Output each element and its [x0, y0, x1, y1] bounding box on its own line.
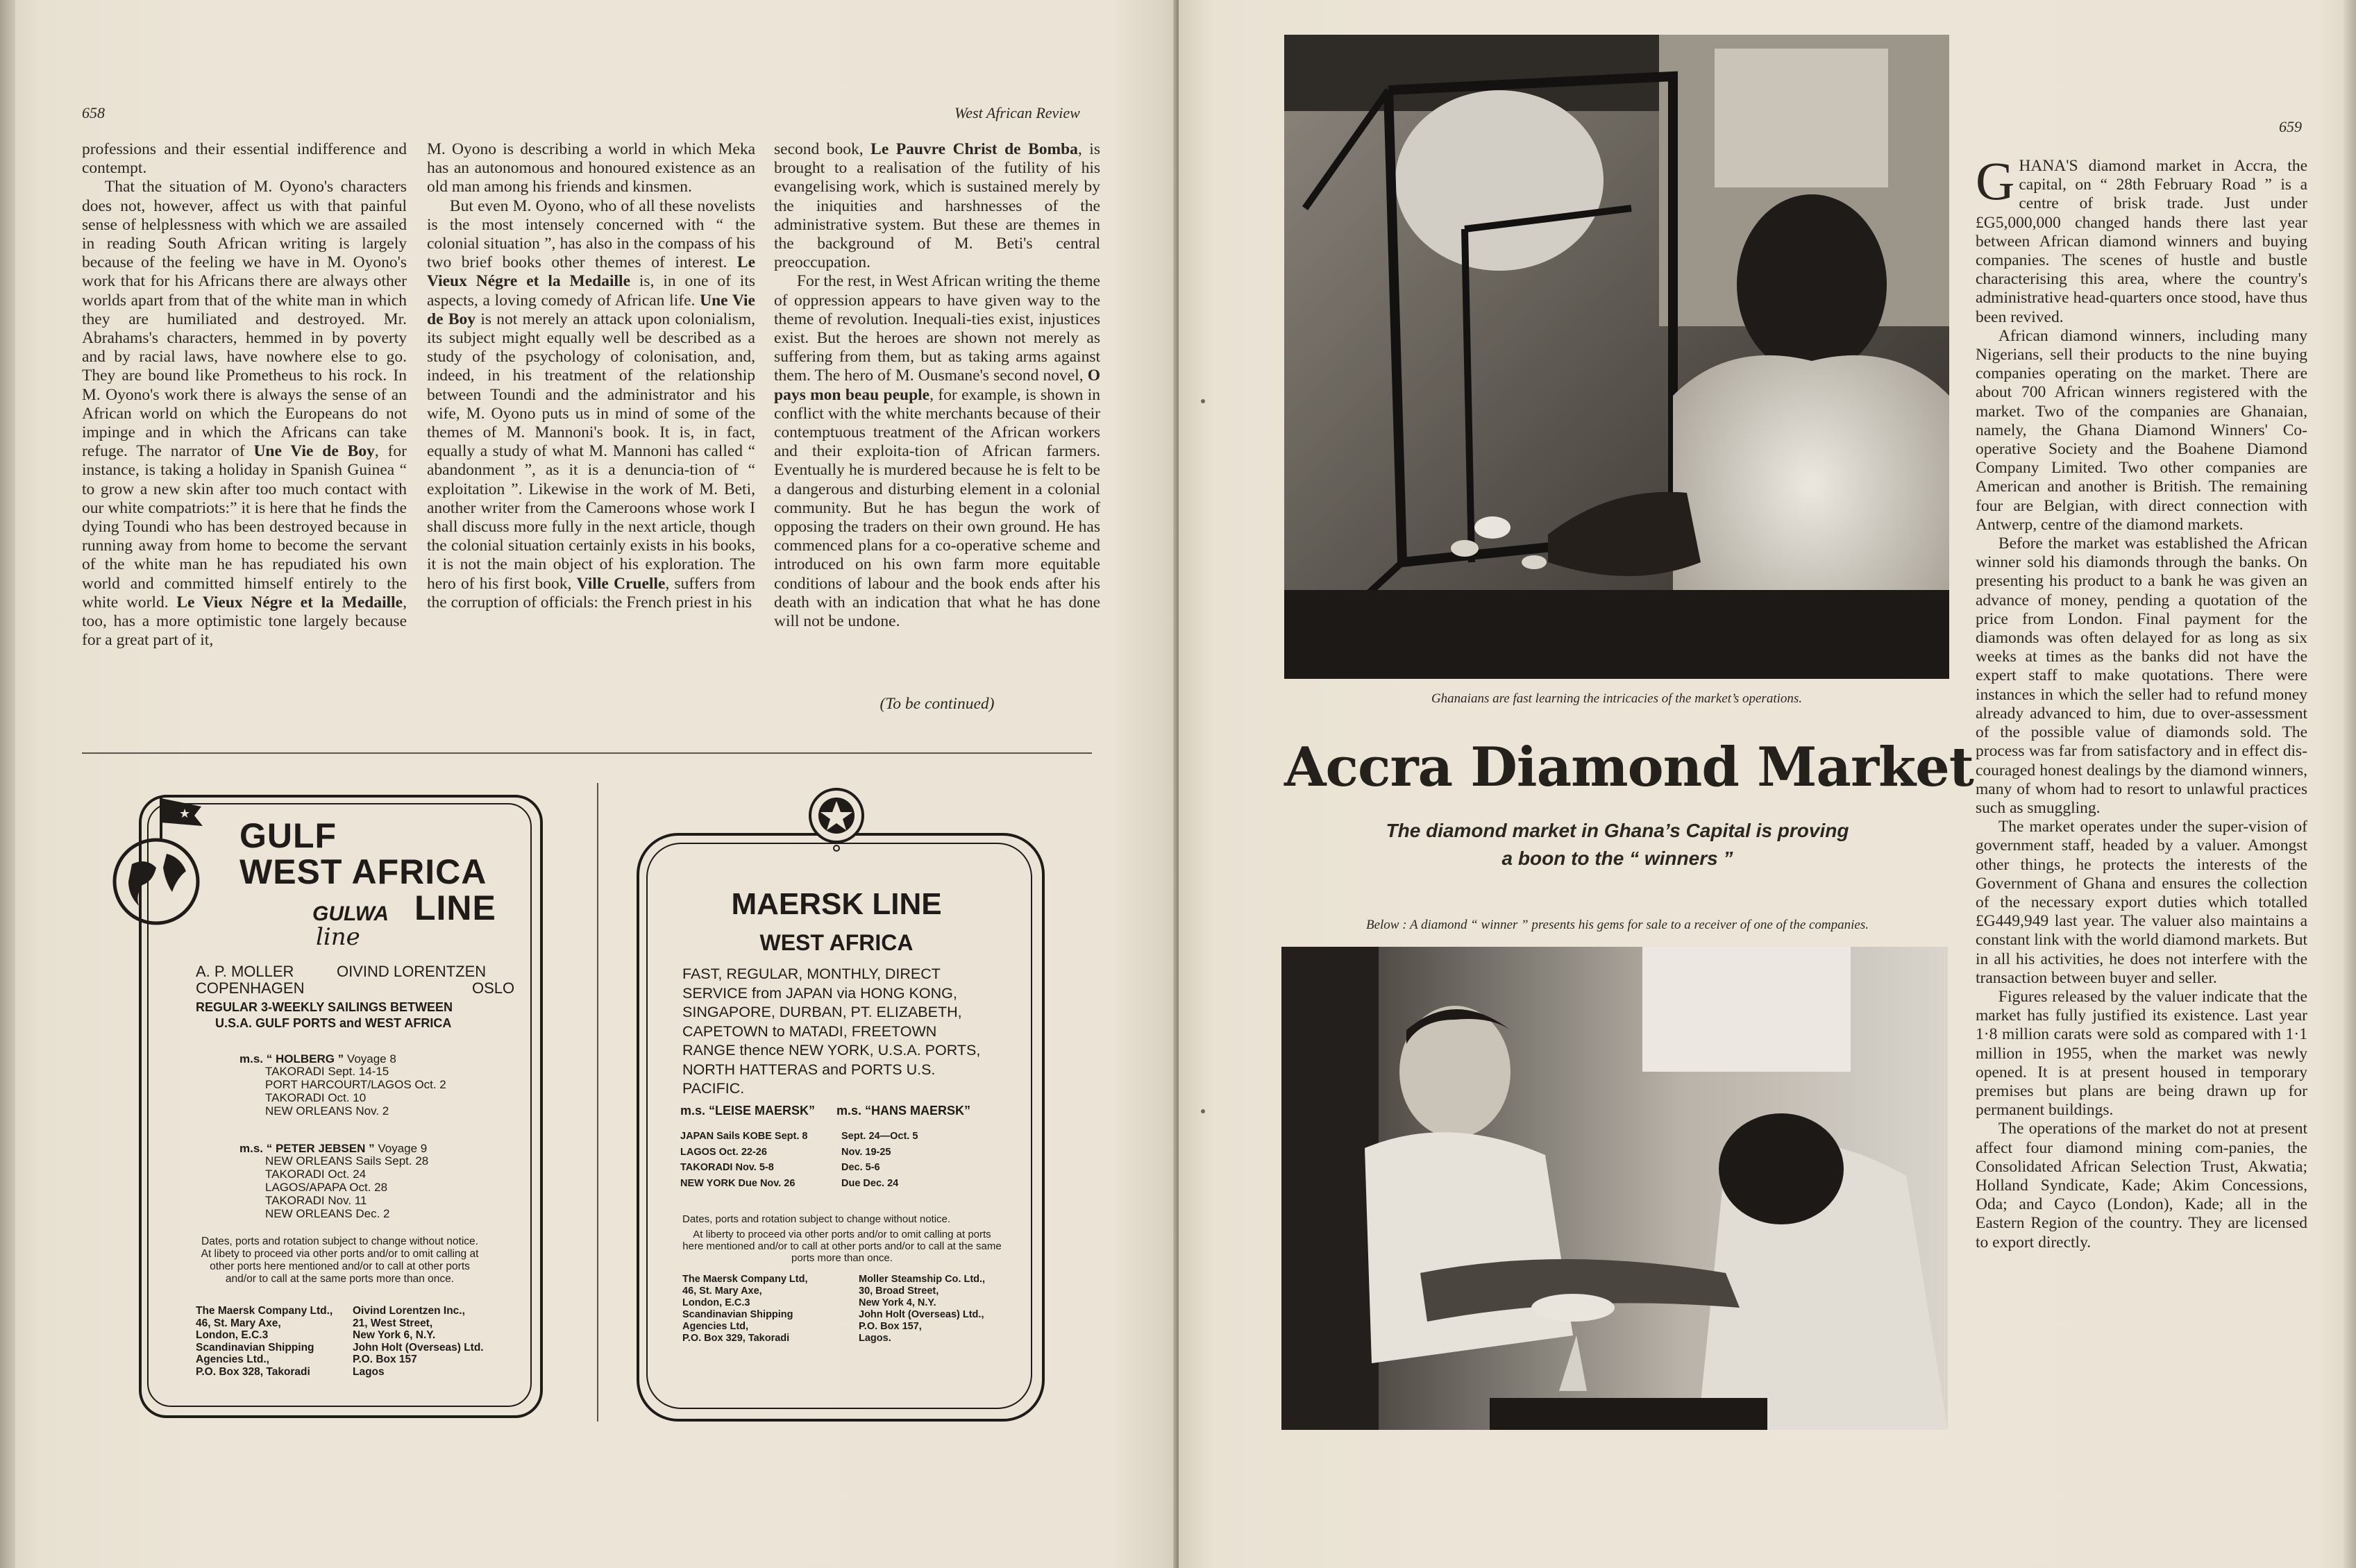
ship1-voyage: Voyage 8 — [346, 1052, 396, 1065]
photo-bottom-diamond-sale — [1281, 947, 1948, 1430]
photo-top-illustration — [1284, 35, 1949, 679]
photo-bottom-caption: Below : A diamond “ winner ” presents his gems for sale to a receiver of one of the companies. — [1365, 918, 1869, 932]
service-line: CAPETOWN to MATADI, FREETOWN — [682, 1022, 937, 1040]
address-line: John Holt (Overseas) Ltd. — [353, 1341, 484, 1354]
svg-text:★: ★ — [179, 807, 191, 820]
service-line: FAST, REGULAR, MONTHLY, DIRECT — [682, 966, 941, 982]
ship2-voyage: Voyage 9 — [378, 1142, 428, 1155]
service-line1: REGULAR 3-WEEKLY SAILINGS BETWEEN — [196, 1000, 453, 1014]
article-paragraph-4: The market operates under the super-vision of government staff, headed by a valuer. Amongst other things, he protects the interests of the Government of Ghana and ensures the collection of the necessary export duties which totalled £G449,949 last year. The valuer also maintains a constant link with the world diamond markets. But in all his activities, he does not interfere with the transaction between buyer and seller. — [1976, 818, 2307, 987]
sailing-stop: Dec. 5-6 — [841, 1162, 880, 1173]
address-line: P.O. Box 329, Takoradi — [682, 1333, 790, 1344]
right-page-edge — [2344, 0, 2356, 1568]
address-line: Lagos — [353, 1365, 385, 1378]
left-page-number: 658 — [82, 104, 105, 121]
address-line: P.O. Box 157, — [859, 1321, 922, 1332]
address-line: 46, St. Mary Axe, — [682, 1285, 762, 1297]
maersk-address-right — [859, 1274, 985, 1344]
maersk-subtitle: WEST AFRICA — [759, 930, 914, 955]
address-line: London, E.C.3 — [196, 1329, 269, 1341]
drop-cap: G — [1976, 151, 2015, 211]
agent-left: A. P. MOLLER — [196, 963, 294, 980]
sailing-stop: NEW ORLEANS Sails Sept. 28 — [265, 1154, 429, 1167]
column-1-paragraph-1: professions and their essential indifference and contempt. — [82, 140, 407, 178]
column-2-paragraph-1: M. Oyono is describing a world in which Meka has an autonomous and honoured existence as an old man among his friends and kinsmen. — [427, 140, 755, 196]
address-line: The Maersk Company Ltd, — [682, 1274, 808, 1285]
sailing-stop: JAPAN Sails KOBE Sept. 8 — [680, 1131, 808, 1142]
address-line: 30, Broad Street, — [859, 1285, 939, 1297]
address-line: London, E.C.3 — [682, 1297, 750, 1308]
binding-dot — [1201, 1109, 1205, 1113]
service-line: SERVICE from JAPAN via HONG KONG, — [682, 984, 957, 1002]
running-head: West African Review — [954, 104, 1080, 121]
sailing-stop: TAKORADI Nov. 11 — [265, 1194, 367, 1207]
article-dek-line1: The diamond market in Ghana’s Capital is proving — [1386, 820, 1849, 841]
sailing-stop: NEW ORLEANS Nov. 2 — [265, 1104, 389, 1118]
sailing-stop: LAGOS Oct. 22-26 — [680, 1146, 767, 1158]
article-dek-line2: a boon to the “ winners ” — [1501, 848, 1733, 869]
maersk-ship2-stops — [841, 1129, 918, 1191]
address-line: The Maersk Company Ltd., — [196, 1305, 333, 1317]
photo-top-diamond-office — [1284, 35, 1949, 679]
maersk-ship1: m.s. “LEISE MAERSK” — [680, 1104, 816, 1118]
address-line: Agencies Ltd, — [682, 1321, 749, 1332]
text-column-2 — [427, 140, 755, 612]
sailing-stop: PORT HARCOURT/LAGOS Oct. 2 — [265, 1078, 446, 1091]
gulf-title-line1: GULF — [239, 816, 337, 855]
column-1-paragraph-2: That the situation of M. Oyono's characters does not, however, affect us with that painful sense of helplessness with which we are assailed in reading South African writing is largely because of the feeling we have in M. Oyono's work that for his Africans there are always other worlds apart from that of the white man in which they are humiliated and destroyed. Mr. Abrahams's characters, hemmed in by poverty and by racial laws, have nowhere else to go. They are bound like Prometheus to his rock. In M. Oyono's work there is always the sense of an African world on which the Europeans do not impinge and in which the Africans can take refuge. The narrator of Une Vie de Boy, for instance, is taking a holiday in Spanish Guinea “ to grow a new skin after too much contact with our white compatriots:” it is here that he finds the dying Toundi who has been destroyed because in running away from home to become the servant of the white man he has repudiated his own world and committed himself entirely to the white world. Le Vieux Négre et la Medaille, too, has a more optimistic tone largely because for a great part of it, — [82, 178, 407, 650]
sailing-stop: LAGOS/APAPA Oct. 28 — [265, 1181, 388, 1194]
address-line: Scandinavian Shipping — [682, 1309, 793, 1320]
agent-right-city: OSLO — [472, 979, 515, 997]
address-line: 21, West Street, — [353, 1317, 433, 1329]
right-page — [1179, 0, 2356, 1568]
article-paragraph-2: African diamond winners, including many Nigerians, sell their products to the nine buying companies operating on the market. There are about 700 African winners registered with the market. Two of the companies are Ghanaian, namely, the Ghana Diamond Winners' Co-operative Society and the Boahene Diamond Company Limited. Two other companies are American and another is British. The remaining four are Belgian, with direct connection with Antwerp, centre of the diamond markets. — [1976, 326, 2307, 534]
agent-right: OIVIND LORENTZEN — [337, 963, 487, 980]
ship2-name: m.s. “ PETER JEBSEN ” — [239, 1142, 375, 1155]
sailing-stop: NEW ORLEANS Dec. 2 — [265, 1207, 390, 1220]
maersk-service-text — [682, 965, 995, 1099]
horizontal-rule — [82, 752, 1092, 754]
maersk-notice1: Dates, ports and rotation subject to change without notice. — [682, 1213, 951, 1225]
service-line: SINGAPORE, DURBAN, PT. ELIZABETH, — [682, 1004, 962, 1020]
address-line: Moller Steamship Co. Ltd., — [859, 1274, 986, 1285]
service-line: NORTH HATTERAS and PORTS U.S. PACIFIC. — [682, 1061, 936, 1097]
address-line: Scandinavian Shipping — [196, 1341, 314, 1354]
sailing-stop: TAKORADI Oct. 24 — [265, 1167, 367, 1181]
ship1-name: m.s. “ HOLBERG ” — [239, 1052, 344, 1065]
gulf-west-africa-line-ad — [104, 784, 562, 1423]
address-line: John Holt (Overseas) Ltd., — [859, 1309, 984, 1320]
to-be-continued: (To be continued) — [880, 695, 995, 713]
sailing-stop: TAKORADI Sept. 14-15 — [265, 1065, 389, 1078]
article-paragraph-5: Figures released by the valuer indicate that the market has fully justified its existence. Last year 1·8 million carats were sold as compared with 1·1 million in 1955, when the market was newly opened. It is at present housed in temporary premises but plans are being drawn up for permanent buildings. — [1976, 987, 2307, 1120]
maersk-line-ad — [635, 784, 1052, 1423]
article-paragraph-3: Before the market was established the African winner sold his diamonds through the banks. On presenting his product to a bank he was given an advance of money, pending a quotation of the price from London. Final payment for the diamonds was often delayed for as long as six weeks at times as the banks did not have the expert staff to make quotations. There were instances in which the seller had to refund money already advanced to him, due to over-assessment of the possible value of diamonds sold. The process was far from satisfactory and in effect dis-couraged honest dealings by the diamond winners, many of whom had to resort to unlawful practices such as smuggling. — [1976, 534, 2307, 817]
sailing-stop: TAKORADI Nov. 5-8 — [680, 1162, 774, 1173]
sailing-stop: Due Dec. 24 — [841, 1177, 899, 1189]
ship1-stops — [265, 1065, 446, 1118]
sailing-stop: Nov. 19-25 — [841, 1146, 891, 1158]
left-page-edge — [0, 0, 15, 1568]
gulf-notice: Dates, ports and rotation subject to change without notice. At libety to proceed via other ports and/or to omit calling at other ports here mentioned and/or to call at other ports and/or to call at the same ports more than once. — [201, 1236, 479, 1285]
address-line: 46, St. Mary Axe, — [196, 1317, 281, 1329]
right-page-number: 659 — [2279, 118, 2302, 135]
gulf-address-left — [196, 1305, 333, 1378]
agent-left-city: COPENHAGEN — [196, 979, 305, 997]
maersk-title: MAERSK LINE — [731, 887, 942, 921]
globe-flag-icon — [104, 791, 222, 930]
ship2-stops — [265, 1154, 428, 1220]
text-column-3 — [774, 140, 1100, 631]
article-headline: Accra Diamond Market — [1284, 736, 1974, 799]
address-line: New York 6, N.Y. — [353, 1329, 436, 1341]
photo-top-caption: Ghanaians are fast learning the intricacies of the market’s operations. — [1431, 691, 1803, 706]
article-body — [1976, 151, 2307, 1252]
sailing-stop: TAKORADI Oct. 10 — [265, 1091, 367, 1104]
gulf-title-line2: WEST AFRICA — [239, 852, 487, 891]
article-paragraph-1: GHANA'S diamond market in Accra, the capital, on “ 28th February Road ” is a centre of brisk trade. Just under £G5,000,000 changed hands there last year between African diamond winners and buying companies. The scenes of hustle and bustle characterising this area, where the country's administrative head-quarters once stood, have thus been revived. — [1976, 151, 2307, 326]
address-line: Agencies Ltd., — [196, 1354, 269, 1365]
text-column-1 — [82, 140, 407, 650]
maersk-address-left — [682, 1274, 807, 1344]
sailing-stop: NEW YORK Due Nov. 26 — [680, 1177, 796, 1189]
column-3-paragraph-2: For the rest, in West African writing the theme of oppression appears to have given way to the theme of revolution. Inequali-ties exist, injustices exist. But the heroes are shown not merely as suffering from them, but as taking arms against them. The hero of M. Ousmane's second novel, O pays mon beau peuple, for example, is shown in conflict with the white merchants because of their contemptuous treatment of the African workers and their exploita-tion of African farmers. Eventually he is murdered because he is felt to be a dangerous and disturbing element in a colonial community. But he has begun the work of opposing the traders on their own ground. He has commenced plans for a co-operative scheme and introduced on his own farm more equitable conditions of labour and the book ends after his death with an indication that what he has done will not be undone. — [774, 272, 1101, 631]
maersk-ship2: m.s. “HANS MAERSK” — [836, 1104, 971, 1118]
sailing-stop: Sept. 24—Oct. 5 — [841, 1131, 918, 1142]
maersk-notice2: At liberty to proceed via other ports and/or to omit calling at ports here mentioned and/or to call at other ports and/or to call at the same ports more than once. — [682, 1229, 1002, 1264]
photo-bottom-illustration — [1281, 947, 1948, 1430]
gulf-title-line3: LINE — [414, 888, 496, 927]
binding-dot — [1201, 399, 1205, 403]
gulwa-logo-word: GULWA — [312, 902, 389, 925]
maersk-ship1-stops — [680, 1129, 807, 1191]
gulf-address-right — [353, 1305, 484, 1378]
address-line: P.O. Box 157 — [353, 1354, 417, 1365]
column-3-paragraph-1: second book, Le Pauvre Christ de Bomba, is brought to a realisation of the futility of his evangelising work, which is sustained merely by the iniquities and harshnesses of the administrative system. But these are themes in the background of M. Beti's central preoccupation. — [774, 140, 1100, 272]
left-page — [0, 0, 1177, 1568]
address-line: New York 4, N.Y. — [859, 1297, 936, 1308]
address-line: P.O. Box 328, Takoradi — [196, 1365, 310, 1378]
article-paragraph-6: The operations of the market do not at present affect four diamond mining com-panies, the Consolidated African Selection Trust, Akwatia; Holland Syndicate, Kade; Akim Concessions, Oda; and Cayco (London), Kade; all in the Eastern Region of the country. They are licensed to export directly. — [1976, 1120, 2307, 1251]
service-line2: U.S.A. GULF PORTS and WEST AFRICA — [215, 1016, 452, 1030]
service-line: RANGE thence NEW YORK, U.S.A. PORTS, — [682, 1042, 981, 1059]
address-line: Oivind Lorentzen Inc., — [353, 1305, 465, 1317]
column-2-paragraph-2: But even M. Oyono, who of all these novelists is the most intensely concerned with “ the colonial situation ”, has also in the compass of his two brief books other themes of interest. Le Vieux Négre et la Medaille is, in one of its aspects, a loving comedy of African life. Une Vie de Boy is not merely an attack upon colonialism, its subject might equally well be described as a study of the psychology of colonisation, and, indeed, in his treatment of the relationship between Toundi and the administrator and his wife, M. Oyono puts us in mind of some of the themes of M. Mannoni's book. It is, in fact, equally a study of what M. Mannoni has called “ abandonment ”, as it is a denuncia-tion of “ exploitation ”. Likewise in the work of M. Beti, another writer from the Cameroons whose work I shall discuss more fully in the next article, though the colonial situation certainly exists in his books, it is not the main object of his exploration. The hero of his first book, Ville Cruelle, suffers from the corruption of officials: the French priest in his — [427, 196, 755, 612]
ad-divider — [597, 783, 598, 1422]
gulwa-logo-script: line — [316, 923, 360, 951]
address-line: Lagos. — [859, 1333, 891, 1344]
maersk-star-emblem-icon — [805, 784, 868, 854]
